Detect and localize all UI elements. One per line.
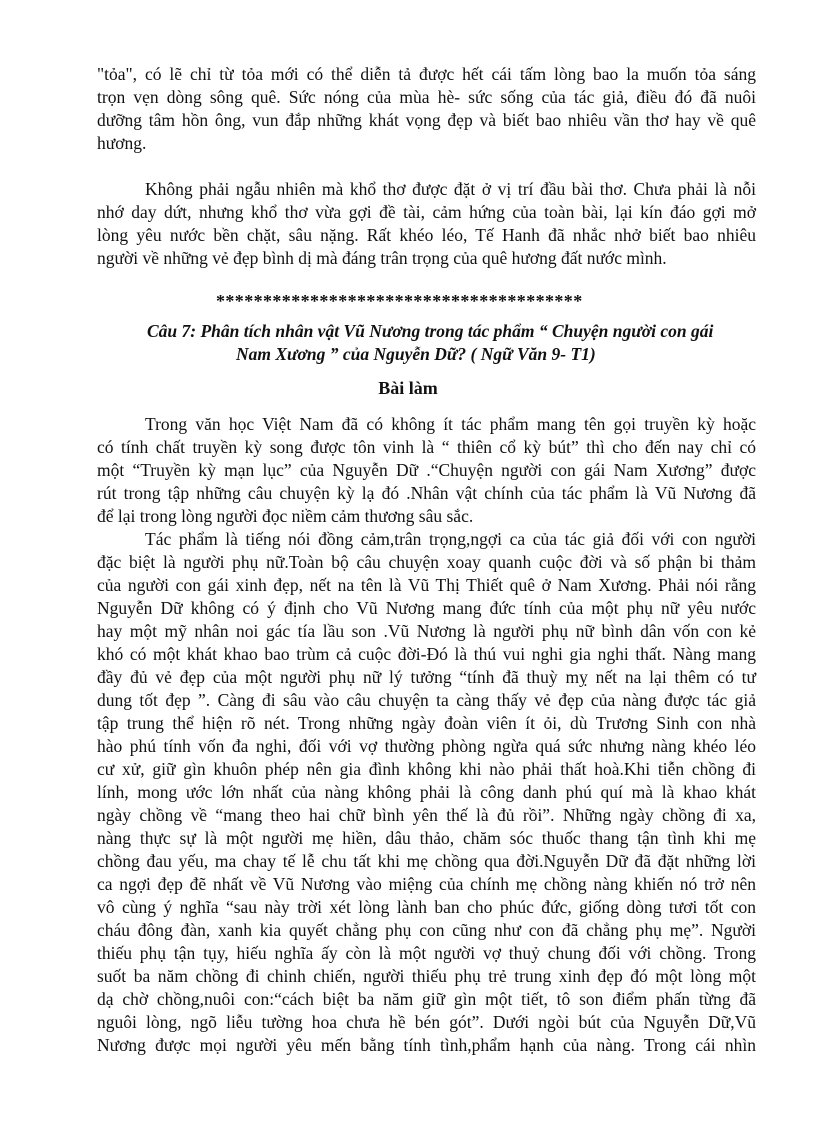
text-line: khó có một khát khao bao trùm cả cuộc đời-Đó là thú vui nghi gia nghi thất. Nàng mang <box>97 644 756 664</box>
text-line: Trong văn học Việt Nam đã có không ít tác phẩm mang tên gọi truyền kỳ hoặc <box>145 414 756 434</box>
text-line: "tỏa", có lẽ chỉ từ tỏa mới có thể diễn tả được hết cái tấm lòng bao la muốn tỏa sáng <box>97 64 756 84</box>
text-line: Tác phẩm là tiếng nói đồng cảm,trân trọng,ngợi ca của tác giả đối với con người <box>145 529 756 549</box>
text-line: Nương được mọi người yêu mến bằng tính tình,phẩm hạnh của nàng. Trong cái nhìn <box>97 1035 756 1055</box>
text-line: Nguyễn Dữ không có ý định cho Vũ Nương mang đức tính của một phụ nữ yêu nước <box>97 598 756 618</box>
text-line: ca ngợi đẹp đẽ nhất về Vũ Nương vào miệng của chính mẹ chồng nàng khiến nó trở nên <box>97 874 756 894</box>
text-line: hay một mỹ nhân noi gác tía lầu son .Vũ Nương là người phụ nữ bình dân vốn con kẻ <box>97 621 756 641</box>
text-line: đầy đủ vẻ đẹp của một người phụ nữ lý tưởng “tính đã thuỳ mỵ nết na lại thêm có tư <box>97 667 756 687</box>
text-line: dung tốt đẹp ”. Càng đi sâu vào câu chuyện ta càng thấy vẻ đẹp của nàng được tác giả <box>97 690 756 710</box>
text-line: dạ chờ chồng,nuôi con:“cách biệt ba năm giữ gìn một tiết, tô son điểm phấn từng đã <box>97 989 756 1009</box>
question-title-line-1: Câu 7: Phân tích nhân vật Vũ Nương trong tác phẩm “ Chuyện người con gái <box>147 321 714 341</box>
text-line: vô cùng ý nghĩa “sau này trời xét lòng lành ban cho phúc đức, giống dòng tươi tốt con <box>97 897 756 917</box>
text-line: của người con gái xinh đẹp, nết na tên là Vũ Thị Thiết quê ở Nam Xương. Phải nói rằng <box>97 575 756 595</box>
text-line: lòng yêu nước bền chặt, sâu nặng. Rất khéo léo, Tế Hanh đã nhắc nhở biết bao nhiêu <box>97 225 756 245</box>
section-separator: *************************************** <box>216 291 583 311</box>
text-line: chồng đau yếu, ma chay tế lễ chu tất khi mẹ chồng qua đời.Nguyễn Dữ đã đặt những lời <box>97 851 756 871</box>
text-line: có tính chất truyền kỳ song được tôn vinh là “ thiên cổ kỳ bút” thì cho đến nay chỉ có <box>97 437 756 457</box>
text-line: một “Truyền kỳ mạn lục” của Nguyễn Dữ .“Chuyện người con gái Nam Xương” được <box>97 460 756 480</box>
text-line: tập trung thể hiện rõ nét. Trong những ngày đoàn viên ít ỏi, dù Trương Sinh con nhà <box>97 713 756 733</box>
text-line: nhớ day dứt, nhưng khổ thơ vừa gợi đề tài, cảm hứng của toàn bài, lại kín đáo gợi mở <box>97 202 756 222</box>
text-line: trọn vẹn dòng sông quê. Sức nóng của mùa hè- sức sống của tác giả, điều đó đã nuôi <box>97 87 756 107</box>
text-line: rút trong tập những câu chuyện kỳ lạ đó .Nhân vật chính của tác phẩm là Vũ Nương đã <box>97 483 756 503</box>
text-line: hào phú tính vốn đa nghi, đối với vợ thường phòng ngừa quá sức nhưng nàng khéo léo <box>97 736 756 756</box>
text-line: người về những vẻ đẹp bình dị mà đáng trân trọng của quê hương đất nước mình. <box>97 248 667 268</box>
text-line: đặc biệt là người phụ nữ.Toàn bộ câu chuyện xoay quanh cuộc đời và số phận bi thảm <box>97 552 756 572</box>
question-title-line-2: Nam Xương ” của Nguyễn Dữ? ( Ngữ Văn 9- T1) <box>236 344 596 364</box>
text-line: Không phải ngẫu nhiên mà khổ thơ được đặt ở vị trí đầu bài thơ. Chưa phải là nỗi <box>145 179 756 199</box>
text-line: thiếu phụ tận tụy, hiếu nghĩa ấy còn là một người vợ thuỷ chung đối với chồng. Trong <box>97 943 756 963</box>
text-line: ngày chồng về “mang theo hai chữ bình yên thế là đủ rồi”. Những ngày chồng đi xa, <box>97 805 756 825</box>
essay-heading: Bài làm <box>378 378 438 398</box>
text-line: lính, mong ước lớn nhất của nàng không phải là công danh phú quí mà là khao khát <box>97 782 756 802</box>
text-line: nàng thực sự là một người mẹ hiền, dâu thảo, chăm sóc thuốc thang tận tình khi mẹ <box>97 828 756 848</box>
text-line: suốt ba năm chồng đi chinh chiến, người thiếu phụ trẻ trung xinh đẹp đó một lòng một <box>97 966 756 986</box>
text-line: dưỡng tâm hồn ông, vun đắp những khát vọng đẹp và biết bao nhiêu vần thơ hay về quê <box>97 110 756 130</box>
text-line: hương. <box>97 133 147 153</box>
text-line: cháu đông đàn, xanh kia quyết chẳng phụ con cũng như con đã chẳng phụ mẹ”. Người <box>97 920 756 940</box>
text-line: để lại trong lòng người đọc niềm cảm thương sâu sắc. <box>97 506 474 526</box>
text-line: cư xử, giữ gìn khuôn phép nên gia đình không khi nào phải thất hoà.Khi tiễn chồng đi <box>97 759 756 779</box>
text-line: nguôi lòng, ngõ liễu tường hoa chưa hề bén gót”. Dưới ngòi bút của Nguyễn Dữ,Vũ <box>97 1012 756 1032</box>
